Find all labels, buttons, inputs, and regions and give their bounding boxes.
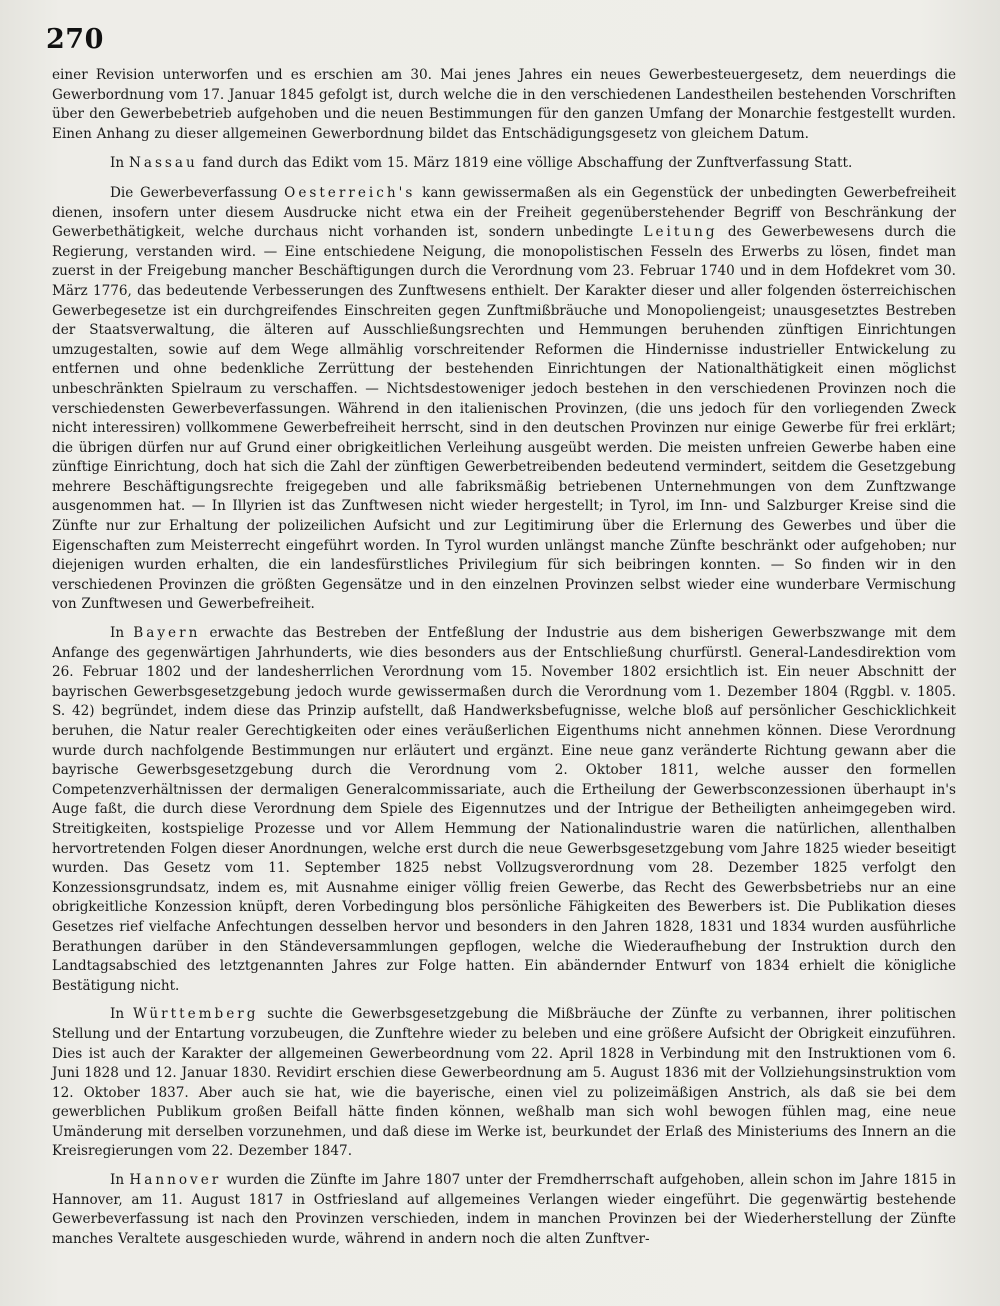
text-run: einer Revision unterworfen und es erschien am 30. Mai jenes Jahres ein neues Gewerbesteuergesetz, dem neuerdings die Gewerbordnung vom 17. Januar 1845 gefolgt ist, durch welche die in den verschiedenen Landestheilen bestehenden Vorschriften über den Gewerbebetrieb aufgehoben und die neuen Bestimmungen für den ganzen Umfang der Monarchie festgestellt wurden. Einen Anhang zu dieser allgemeinen Gewerbordnung bildet das Entschädigungsgesetz von gleichem Datum.: [52, 67, 956, 142]
text-run: erwachte das Bestreben der Entfeßlung der Industrie aus dem bisherigen Gewerbszwange mit dem Anfange des gegenwärtigen Jahrhunderts, wie dies besonders aus der Entschließung churfürstl. General-Landesdirektion vom 26. Februar 1802 und der landesherrlichen Verordnung vom 15. November 1802 ersichtlich ist. Ein neuer Abschnitt der bayrischen Gewerbsgesetzgebung jedoch wurde gewissermaßen durch die Verordnung vom 1. Dezember 1804 (Rggbl. v. 1805. S. 42) begründet, indem diese das Prinzip aufstellt, daß Handwerksbefugnisse, welche bloß auf persönlicher Geschicklichkeit beruhen, die Natur realer Gerechtigkeiten oder eines veräußerlichen Eigenthums nicht annehmen können. Diese Verordnung wurde durch nachfolgende Bestimmungen nur erläutert und ergänzt. Eine neue ganz veränderte Richtung gewann aber die bayrische Gewerbsgesetzgebung durch die Verordnung vom 2. Oktober 1811, welche ausser den formellen Competenzverhältnissen der dermaligen Generalcommissariate, auch die Ertheilung der Gewerbsconzessionen überhaupt in's Auge faßt, die durch diese Verordnung dem Spiele des Eigennutzes und der Intrigue der Betheiligten anheimgegeben wird. Streitigkeiten, kostspielige Prozesse und vor Allem Hemmung der Nationalindustrie waren die natürlichen, allenthalben hervortretenden Folgen dieser Anordnungen, welche erst durch die neue Gewerbsgesetzgebung vom Jahre 1825 wieder beseitigt wurden. Das Gesetz vom 11. September 1825 nebst Vollzugsverordnung vom 28. Dezember 1825 verfolgt den Konzessionsgrundsatz, indem es, mit Ausnahme einiger völlig freien Gewerbe, das Recht des Gewerbsbetriebs nur an eine obrigkeitliche Konzession knüpft, deren Vorbedingung blos persönliche Fähigkeiten des Bewerbers ist. Die Publikation dieses Gesetzes rief vielfache Anfechtungen desselben hervor und besonders in den Jahren 1828, 1831 und 1834 wurden ausführliche Berathungen darüber in den Ständeversammlungen gepflogen, welche die Wiederaufhebung der Instruktion durch den Landtagsabschied des letztgenannten Jahres zur Folge hatten. Ein abändernder Entwurf von 1834 erhielt die königliche Bestätigung nicht.: [52, 625, 956, 994]
text-run: kann gewissermaßen als ein Gegenstück der unbedingten Gewerbefreiheit dienen, insofern unter diesem Ausdrucke nicht etwa ein der Freiheit gegenüberstehender Begriff von Beschränkung der Gewerbethätigkeit, welche durchaus nicht vorhanden ist, sondern unbedingte: [52, 184, 956, 241]
emphasized-place-name: Hannover: [129, 1172, 222, 1189]
paragraph-nassau: [52, 154, 956, 174]
paragraph-wuerttemberg: [52, 1005, 956, 1162]
paragraph-gap: [52, 1162, 956, 1171]
emphasized-place-name: Bayern: [133, 625, 201, 642]
text-run: In: [110, 625, 134, 642]
text-run: fand durch das Edikt vom 15. März 1819 eine völlige Abschaffung der Zunftverfassung Statt.: [197, 155, 853, 172]
text-run: In: [110, 1006, 133, 1023]
text-run: Die Gewerbeverfassung: [110, 184, 285, 201]
paragraph-gap: [52, 615, 956, 624]
paragraph-continuation: [52, 66, 956, 144]
paragraph-gap: [52, 174, 956, 184]
text-run: suchte die Gewerbsgesetzgebung die Mißbräuche der Zünfte zu verbannen, ihrer politischen Stellung und der Entartung vorzubeugen, die Zunftehre wieder zu beleben und eine größere Aufsicht der Obrigkeit einzuführen. Dies ist auch der Karakter der allgemeinen Gewerbeordnung vom 22. April 1828 in Verbindung mit den Instruktionen vom 6. Juni 1828 und 12. Januar 1830. Revidirt erschien diese Gewerbeordnung am 5. August 1836 mit der Vollziehungsinstruktion vom 12. Oktober 1837. Aber auch sie hat, wie die bayerische, einen viel zu polizeimäßigen Anstrich, als daß sie bei dem gewerblichen Publikum großen Beifall hätte finden können, weßhalb man sich wohl bewogen fühlen mag, eine neue Umänderung mit derselben vorzunehmen, und daß diese im Werke ist, beurkundet der Erlaß des Ministeriums des Innern an die Kreisregierungen vom 22. Dezember 1847.: [52, 1006, 956, 1160]
text-run: In: [110, 155, 129, 172]
paragraph-gap: [52, 144, 956, 154]
emphasized-place-name: Württemberg: [132, 1006, 259, 1023]
text-run: des Gewerbewesens durch die Regierung, verstanden wird. — Eine entschiedene Neigung, die monopolistischen Fesseln des Erwerbs zu lösen, findet man zuerst in der Freigebung mancher Beschäftigungen durch die Verordnung vom 23. Februar 1740 und in dem Hofdekret vom 30. März 1776, das bedeutende Verbesserungen des Zunftwesens enthielt. Der Karakter dieser und aller folgenden österreichischen Gewerbegesetze ist ein durchgreifendes Einschreiten gegen Zunftmißbräuche und Monopoliengeist; unausgesetztes Bestreben der Staatsverwaltung, die älteren auf Ausschließungsrechten und Hemmungen beruhenden zünftigen Einrichtungen umzugestalten, sowie auf dem Wege allmählig vorschreitender Reformen die Hindernisse industrieller Entwickelung zu entfernen und ohne bedenkliche Zerrüttung der bestehenden Einrichtungen der Nationalthätigkeit einen möglichst unbeschränkten Spielraum zu verschaffen. — Nichtsdestoweniger jedoch bestehen in den verschiedenen Provinzen noch die verschiedensten Gewerbeverfassungen. Während in den italienischen Provinzen, (die uns jedoch für den vorliegenden Zweck nicht interessiren) vollkommene Gewerbefreiheit herrscht, sind in den deutschen Provinzen nur einige Gewerbe für frei erklärt; die übrigen dürfen nur auf Grund einer obrigkeitlichen Verleihung ausgeübt werden. Die meisten unfreien Gewerbe haben eine zünftige Einrichtung, doch hat sich die Zahl der zünftigen Gewerbetreibenden bedeutend vermindert, seitdem die Gesetzgebung mehrere Beschäftigungsrechte freigegeben und alle fabriksmäßig betriebenen Unternehmungen von dem Zunftzwange ausgenommen hat. — In Illyrien ist das Zunftwesen nicht wieder hergestellt; in Tyrol, im Inn- und Salzburger Kreise sind die Zünfte nur zur Erhaltung der polizeilichen Aufsicht und zur Legitimirung über die Erlernung des Gewerbes und über die Eigenschaften zum Meisterrecht eingeführt worden. In Tyrol wurden unlängst manche Zünfte beschränkt oder aufgehoben; nur diejenigen wurden erhalten, die ein landesfürstliches Privilegium für sich beibringen konnten. — So finden wir in den verschiedenen Provinzen die größten Gegensätze und in den einzelnen Provinzen selbst wieder eine wunderbare Vermischung von Zunftwesen und Gewerbefreiheit.: [52, 224, 956, 613]
paragraph-hannover: [52, 1171, 956, 1249]
page-number: 270: [46, 24, 104, 55]
text-body: [52, 66, 956, 1249]
text-run: In: [110, 1172, 130, 1189]
paragraph-oesterreich: [52, 184, 956, 615]
paragraph-gap: [52, 996, 956, 1005]
emphasized-place-name: Leitung: [643, 224, 718, 241]
paragraph-bayern: [52, 624, 956, 996]
text-run: wurden die Zünfte im Jahre 1807 unter der Fremdherrschaft aufgehoben, allein schon im Jahre 1815 in Hannover, am 11. August 1817 in Ostfriesland auf allgemeines Verlangen wieder eingeführt. Die gegenwärtig bestehende Gewerbeverfassung ist nach den Provinzen verschieden, indem in manchen Provinzen bei der Wiederherstellung der Zünfte manches Veraltete ausgeschieden wurde, während in andern noch die alten Zunftver-: [52, 1172, 956, 1247]
emphasized-place-name: Nassau: [128, 155, 198, 172]
emphasized-place-name: Oesterreich's: [284, 184, 416, 201]
